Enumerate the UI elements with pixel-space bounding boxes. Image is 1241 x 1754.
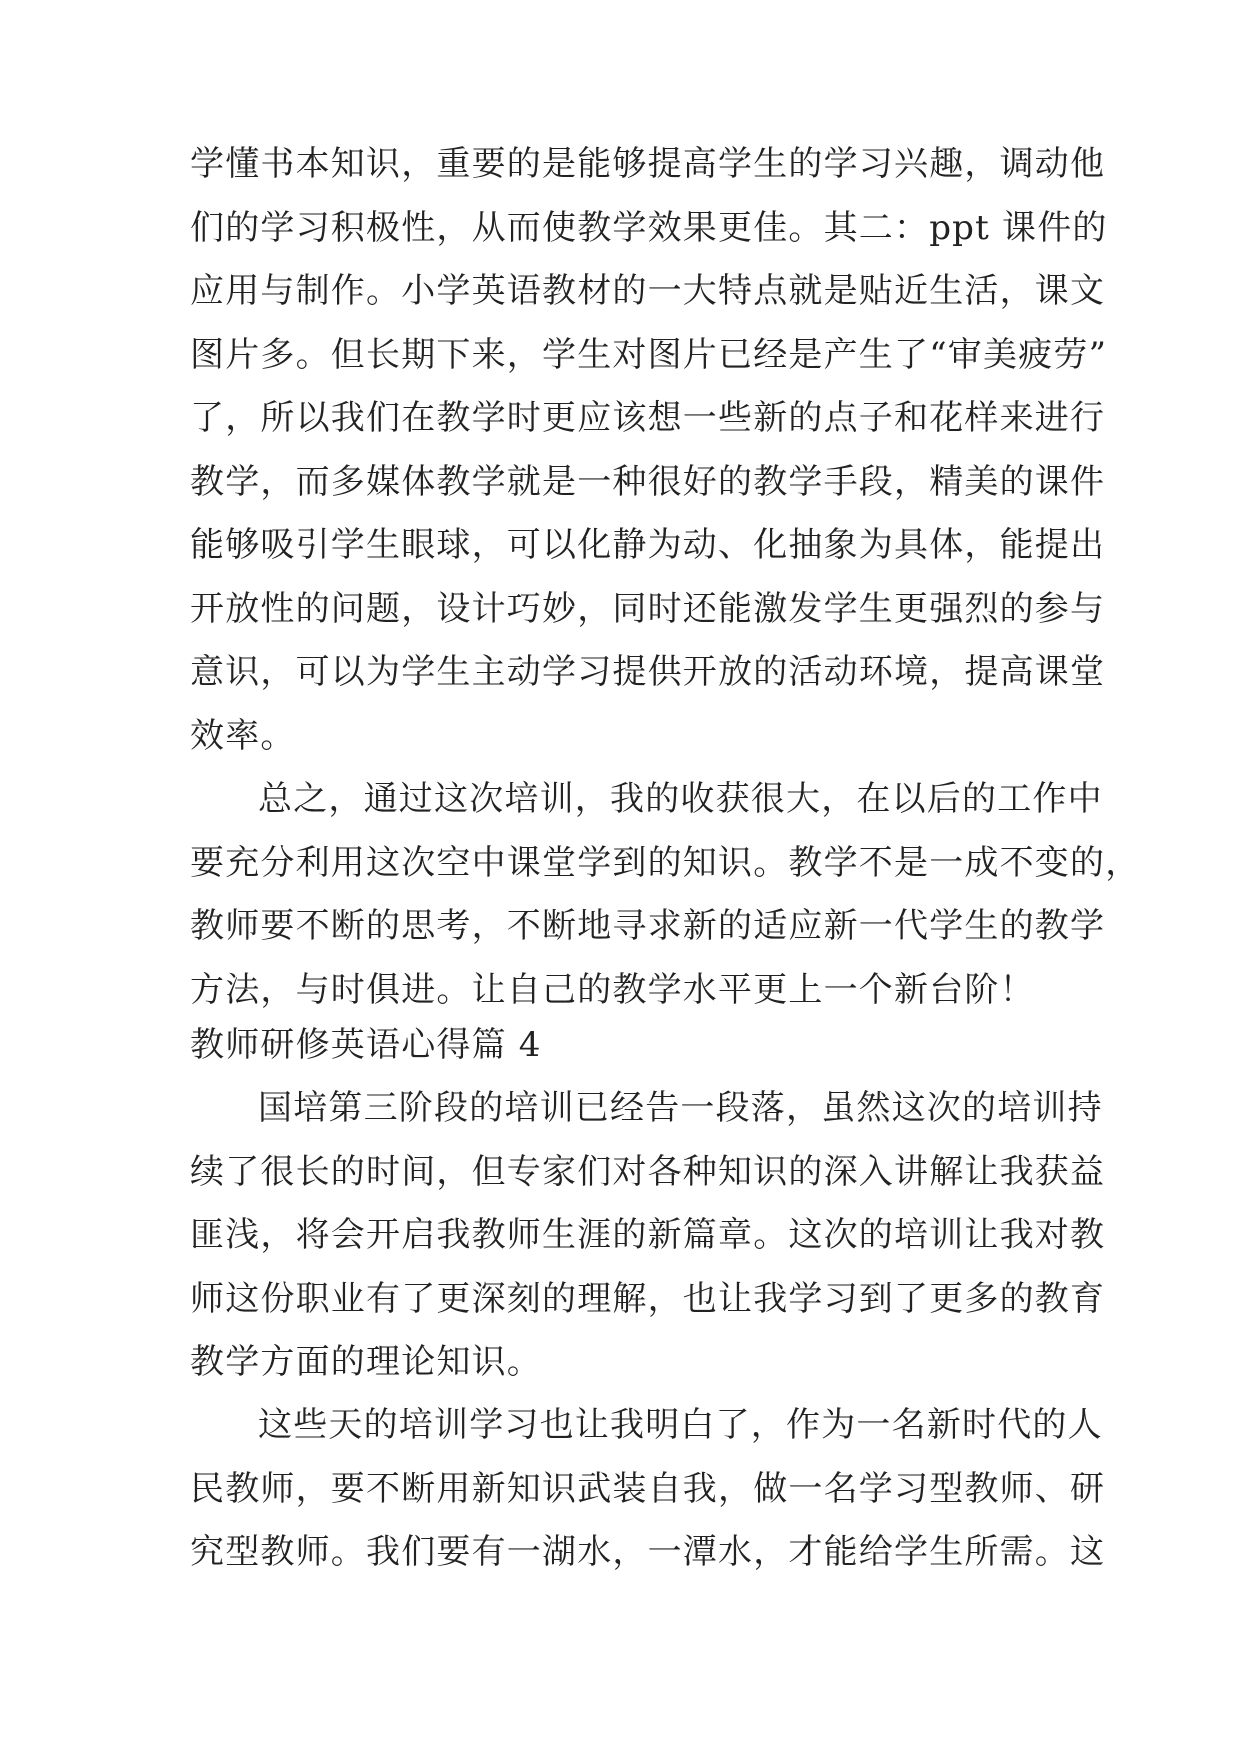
text-line: 国培第三阶段的培训已经告一段落，虽然这次的培训持 — [258, 1088, 1103, 1128]
text-line: 效率。 — [190, 715, 296, 756]
text-line: 师这份职业有了更深刻的理解，也让我学习到了更多的教育 — [190, 1278, 1106, 1319]
text-line: 民教师，要不断用新知识武装自我，做一名学习型教师、研 — [190, 1468, 1106, 1509]
text-line: 图片多。但长期下来，学生对图片已经是产生了“审美疲劳” — [190, 334, 1108, 375]
text-line: 续了很长的时间，但专家们对各种知识的深入讲解让我获益 — [190, 1151, 1106, 1192]
text-line: 总之，通过这次培训，我的收获很大，在以后的工作中 — [258, 779, 1103, 819]
text-line: 教学方面的理论知识。 — [190, 1342, 542, 1382]
text-line: 匪浅，将会开启我教师生涯的新篇章。这次的培训让我对教 — [190, 1215, 1106, 1255]
text-line: 教学，而多媒体教学就是一种很好的教学手段，精美的课件 — [190, 461, 1106, 502]
text-line: 学懂书本知识，重要的是能够提高学生的学习兴趣，调动他 — [190, 144, 1106, 184]
text-line: 这些天的培训学习也让我明白了，作为一名新时代的人 — [258, 1405, 1103, 1445]
text-line: 教师要不断的思考，不断地寻求新的适应新一代学生的教学 — [190, 906, 1106, 946]
text-line: 意识，可以为学生主动学习提供开放的活动环境，提高课堂 — [190, 652, 1106, 692]
text-line: 开放性的问题，设计巧妙，同时还能激发学生更强烈的参与 — [190, 588, 1106, 629]
paragraph-ppt-courseware — [190, 133, 1108, 768]
section-heading: 教师研修英语心得篇 4 — [190, 1025, 542, 1065]
paragraph-national-training — [190, 1077, 1106, 1395]
paragraph-summary — [190, 768, 1141, 1022]
paragraph-new-era-teacher — [190, 1394, 1106, 1585]
text-line: 要充分利用这次空中课堂学到的知识。教学不是一成不变的， — [190, 842, 1141, 883]
text-line: 们的学习积极性，从而使教学效果更佳。其二：ppt 课件的 — [190, 207, 1108, 248]
text-line: 应用与制作。小学英语教材的一大特点就是贴近生活，课文 — [190, 271, 1106, 311]
text-line: 方法，与时俱进。让自己的教学水平更上一个新台阶！ — [190, 969, 1035, 1010]
text-line: 了，所以我们在教学时更应该想一些新的点子和花样来进行 — [190, 398, 1106, 438]
text-line: 究型教师。我们要有一湖水，一潭水，才能给学生所需。这 — [190, 1532, 1106, 1572]
text-line: 能够吸引学生眼球，可以化静为动、化抽象为具体，能提出 — [190, 525, 1106, 565]
